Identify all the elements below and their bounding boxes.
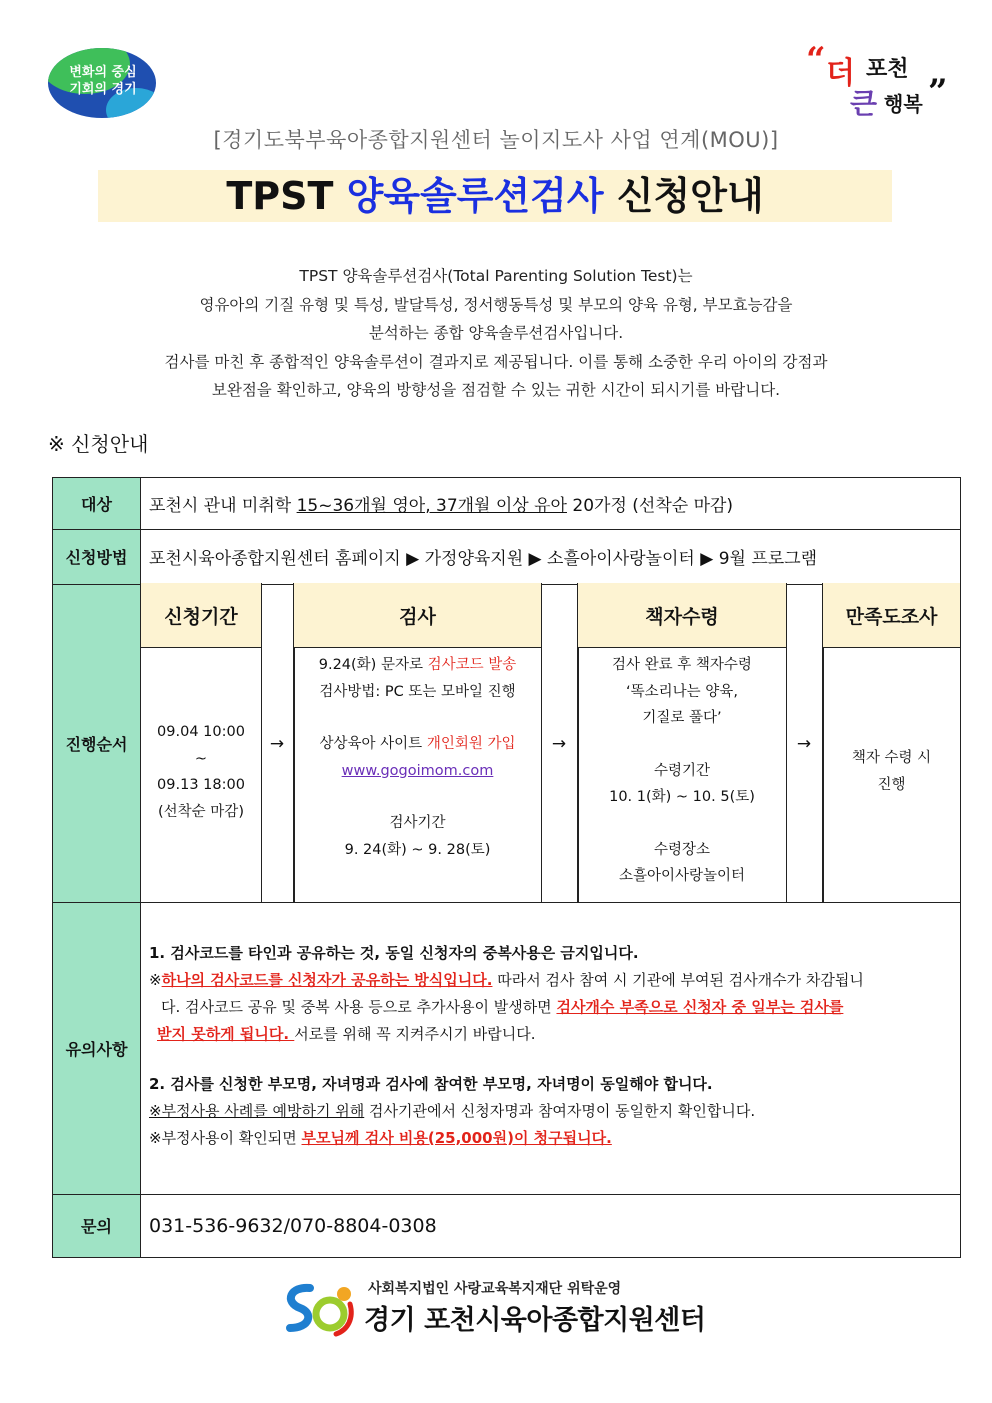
survey-line1: 책자 수령 시 (851, 750, 932, 766)
note1-mark: ※ (149, 971, 162, 989)
row-divider (53, 902, 960, 903)
period-tilde: ~ (194, 750, 208, 767)
intro-line: 보완점을 확인하고, 양육의 방향성을 점검할 수 있는 귀한 시간이 되시기를 바랍니다. (211, 381, 781, 399)
info-table (52, 477, 961, 1258)
label-method: 신청방법 (53, 529, 141, 584)
center-footer (280, 1278, 720, 1340)
slogan-deo: 더 (826, 56, 855, 91)
period-start: 09.04 10:00 (157, 724, 245, 740)
section-title: ※ 신청안내 (48, 432, 149, 456)
book-line3: 기질로 풀다’ (642, 710, 722, 726)
phase-test-header: 검사 (294, 583, 541, 648)
title-highlight-text: 양육솔루션검사 (346, 174, 604, 218)
note1-line3 (149, 1021, 959, 1048)
phase-survey-body (823, 647, 960, 902)
note2-l2-text: ※부정사용이 확인되면 (149, 1129, 302, 1147)
note2-title: 2. 검사를 신청한 부모명, 자녀명과 검사에 참여한 부모명, 자녀명이 동일해야 합니다. (149, 1075, 713, 1093)
logo-left-line1: 변화의 중심 (69, 65, 137, 80)
note1-line1 (149, 967, 959, 994)
note1-red2: 검사개수 부족으로 신청자 중 일부는 검사를 (556, 998, 844, 1016)
notes-content (149, 940, 959, 1152)
intro-line: 영유아의 기질 유형 및 특성, 발달특성, 정서행동특성 및 부모의 양육 유형, 부모효능감을 (199, 295, 793, 314)
note2-l1-text: 검사기관에서 신청자명과 참여자명이 동일한지 확인합니다. (364, 1102, 756, 1120)
test-member-join: 개인회원 가입 (426, 736, 516, 752)
phase-book (577, 583, 787, 902)
phase-period (141, 583, 262, 902)
test-line3-pre: 상상육아 사이트 (319, 736, 427, 752)
book-period-value: 10. 1(화) ~ 10. 5(토) (609, 789, 755, 805)
phase-test (293, 583, 542, 902)
note2-red: 부모님께 검사 비용(25,000원)이 청구됩니다. (301, 1129, 612, 1147)
label-notes: 유의사항 (53, 902, 141, 1194)
test-line3 (294, 731, 541, 758)
center-logo-icon (280, 1280, 360, 1338)
intro-line: 분석하는 종합 양육솔루션검사입니다. (368, 324, 624, 342)
footer-operator: 사회복지법인 사랑교육복지재단 위탁운영 (368, 1281, 622, 1297)
test-method: 검사방법: PC 또는 모바일 진행 (319, 683, 516, 700)
slogan-keun: 큰 (850, 87, 878, 120)
phase-survey-header: 만족도조사 (823, 583, 960, 648)
note1-text-b: 다. 검사코드 공유 및 중복 사용 등으로 추가사용이 발생하면 (161, 998, 557, 1016)
survey-line2: 진행 (877, 776, 906, 793)
note2-line1 (149, 1098, 959, 1125)
slogan-quote-open: “ (806, 40, 826, 80)
footer-center-name: 경기 포천시육아종합지원센터 (364, 1305, 706, 1336)
note1-title: 1. 검사코드를 타인과 공유하는 것, 동일 신청자의 중복사용은 금지입니다. (149, 944, 639, 962)
note2-underline: ※부정사용 사례를 예방하기 위해 (149, 1102, 365, 1120)
book-period-label: 수령기간 (653, 762, 711, 779)
note1-red: 하나의 검사코드를 신청자가 공유하는 방식입니다. (161, 971, 493, 989)
arrow-icon: → (796, 734, 812, 754)
intro-line: TPST 양육솔루션검사(Total Parenting Solution Test)는 (299, 267, 693, 285)
label-contact: 문의 (53, 1194, 141, 1257)
intro-paragraph (60, 262, 932, 405)
target-value (149, 478, 733, 529)
slogan-happiness: 행복 (884, 92, 923, 116)
target-age: 15~36개월 영아, 37개월 이상 유아 (296, 496, 567, 516)
test-line1 (294, 652, 541, 679)
book-place-value: 소흘아이사랑놀이터 (618, 868, 746, 884)
phase-book-header: 책자수령 (578, 583, 786, 648)
title-prefix: TPST (226, 174, 334, 218)
page-subtitle: [경기도북부육아종합지원센터 놀이지도사 사업 연계(MOU)] (213, 128, 779, 152)
target-pre: 포천시 관내 미취학 (149, 496, 297, 516)
method-value: 포천시육아종합지원센터 홈페이지 ▶ 가정양육지원 ▶ 소흘아이사랑놀이터 ▶ 9월 프로그램 (149, 549, 818, 569)
gogoimom-link[interactable]: www.gogoimom.com (341, 762, 494, 779)
phase-survey (822, 583, 960, 902)
pocheon-slogan-logo (806, 40, 956, 120)
note2-line2 (149, 1125, 959, 1152)
phase-test-body (294, 647, 541, 902)
label-target: 대상 (53, 478, 141, 529)
note1-text-a: 따라서 검사 참여 시 기관에 부여된 검사개수가 차감됩니 (492, 971, 864, 989)
contact-phone: 031-536-9632/070-8804-0308 (149, 1214, 437, 1237)
book-place-label: 수령장소 (653, 841, 711, 858)
process-area (141, 584, 960, 902)
label-process: 진행순서 (53, 584, 141, 902)
intro-line: 검사를 마친 후 종합적인 양육솔루션이 결과지로 제공됩니다. 이를 통해 소중한 우리 아이의 강점과 (164, 352, 828, 371)
target-post: 20가정 (선착순 마감) (566, 496, 734, 516)
slogan-quote-close: ” (928, 72, 948, 112)
phase-period-header: 신청기간 (141, 583, 261, 648)
phase-period-body (141, 647, 261, 902)
test-line1-pre: 9.24(화) 문자로 (318, 657, 428, 673)
note1-line2 (149, 994, 959, 1021)
phase-book-body (578, 647, 786, 902)
note1-red3: 받지 못하게 됩니다. (157, 1025, 295, 1043)
slogan-pocheon: 포천 (866, 57, 909, 82)
logo-left-line2: 기회의 경기 (69, 82, 137, 97)
book-line2: ‘똑소리나는 양육, (626, 683, 738, 700)
title-suffix: 신청안내 (616, 174, 764, 218)
arrow-icon: → (269, 734, 285, 754)
test-code-send: 검사코드 발송 (427, 657, 517, 673)
test-period-value: 9. 24(화) ~ 9. 28(토) (344, 841, 491, 858)
gyeonggi-logo (48, 48, 162, 120)
page-title (98, 170, 892, 222)
book-line1: 검사 완료 후 책자수령 (612, 657, 752, 673)
period-end: 09.13 18:00 (157, 777, 245, 793)
note1-text-c: 서로를 위해 꼭 지켜주시기 바랍니다. (294, 1025, 536, 1043)
period-note: (선착순 마감) (158, 803, 244, 820)
test-period-label: 검사기간 (389, 815, 446, 831)
arrow-icon: → (551, 734, 567, 754)
